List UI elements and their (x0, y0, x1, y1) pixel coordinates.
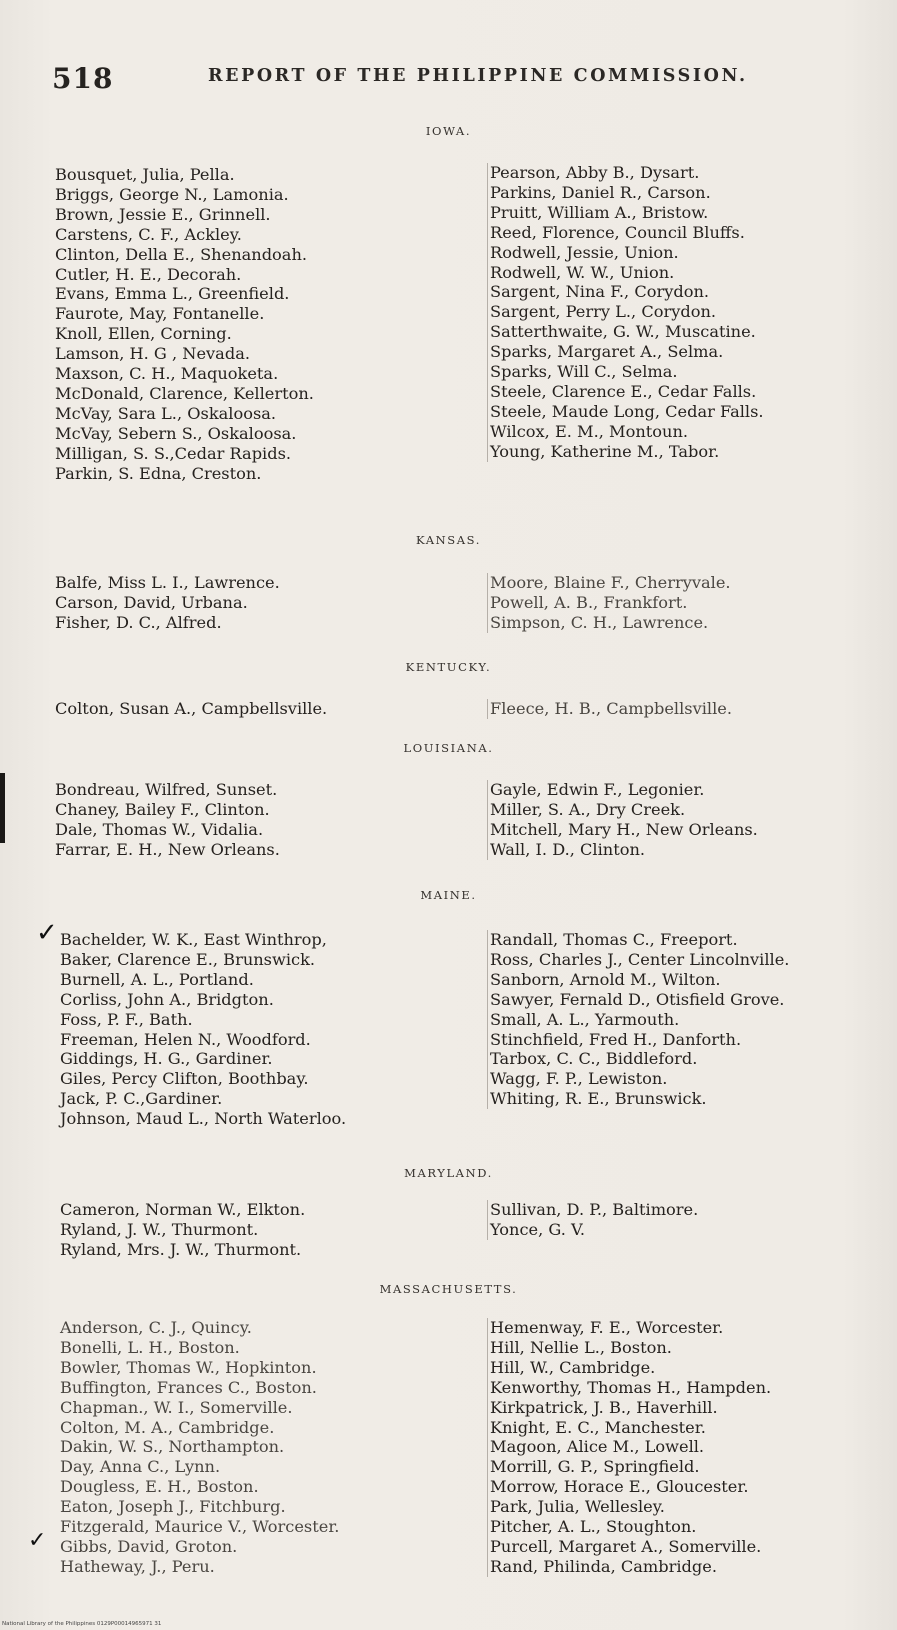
list-item: Dakin, W. S., Northampton. (60, 1437, 285, 1457)
list-item: Sparks, Will C., Selma. (490, 362, 678, 382)
list-item: Whiting, R. E., Brunswick. (490, 1089, 707, 1109)
list-item: Rodwell, Jessie, Union. (490, 242, 679, 262)
list-item: Powell, A. B., Frankfort. (490, 592, 688, 612)
list-right (487, 163, 764, 462)
list-item: Hill, Nellie L., Boston. (490, 1337, 672, 1357)
checkmark-icon: ✓ (36, 918, 58, 948)
list-item: Dale, Thomas W., Vidalia. (55, 819, 264, 839)
list-right (487, 573, 731, 633)
state-heading: MARYLAND. (404, 1166, 493, 1180)
list-item: Briggs, George N., Lamonia. (55, 184, 289, 204)
list-item: Mitchell, Mary H., New Orleans. (490, 819, 758, 839)
list-item: Miller, S. A., Dry Creek. (490, 799, 686, 819)
list-item: Dougless, E. H., Boston. (60, 1477, 259, 1497)
list-item: Simpson, C. H., Lawrence. (490, 612, 709, 632)
list-item: McVay, Sara L., Oskaloosa. (55, 403, 277, 423)
list-item: Faurote, May, Fontanelle. (55, 304, 265, 324)
list-item: Morrill, G. P., Springfield. (490, 1457, 700, 1477)
list-item: Hill, W., Cambridge. (490, 1357, 656, 1377)
list-item: Sanborn, Arnold M., Wilton. (490, 969, 721, 989)
list-item: Moore, Blaine F., Cherryvale. (490, 573, 731, 592)
list-item: Anderson, C. J., Quincy. (60, 1318, 252, 1337)
list-item: Small, A. L., Yarmouth. (490, 1009, 680, 1029)
list-item: Magoon, Alice M., Lowell. (490, 1437, 705, 1457)
list-item: Day, Anna C., Lynn. (60, 1457, 221, 1477)
list-left (55, 780, 280, 860)
list-item: Sargent, Perry L., Corydon. (490, 302, 717, 322)
state-heading: KANSAS. (416, 533, 481, 547)
list-item: Eaton, Joseph J., Fitchburg. (60, 1497, 286, 1517)
list-item: Ross, Charles J., Center Lincolnville. (490, 949, 790, 969)
list-item: Carstens, C. F., Ackley. (55, 224, 242, 244)
list-item: Park, Julia, Wellesley. (490, 1497, 665, 1517)
list-right (487, 699, 732, 719)
list-item: Wilcox, E. M., Montoun. (490, 421, 689, 441)
list-item: Balfe, Miss L. I., Lawrence. (55, 573, 280, 592)
list-right (487, 780, 758, 860)
list-item: Knight, E. C., Manchester. (490, 1417, 706, 1437)
list-item: Parkins, Daniel R., Carson. (490, 182, 711, 202)
page-header (52, 62, 772, 102)
page-number: 518 (52, 62, 114, 95)
list-item: Pitcher, A. L., Stoughton. (490, 1517, 697, 1537)
list-item: Hemenway, F. E., Worcester. (490, 1318, 724, 1337)
list-item: Bonelli, L. H., Boston. (60, 1337, 240, 1357)
list-item: Lamson, H. G , Nevada. (55, 344, 250, 364)
list-item: Knoll, Ellen, Corning. (55, 324, 232, 344)
list-item: Kirkpatrick, J. B., Haverhill. (490, 1397, 718, 1417)
list-item: Purcell, Margaret A., Somerville. (490, 1536, 762, 1556)
list-item: McDonald, Clarence, Kellerton. (55, 383, 314, 403)
state-heading: LOUISIANA. (403, 741, 494, 755)
list-item: Steele, Clarence E., Cedar Falls. (490, 381, 757, 401)
list-item: Jack, P. C.,Gardiner. (60, 1089, 223, 1109)
list-item: McVay, Sebern S., Oskaloosa. (55, 423, 297, 443)
list-item: Rand, Philinda, Cambridge. (490, 1556, 717, 1576)
list-item: Fisher, D. C., Alfred. (55, 612, 222, 632)
list-item: Maxson, C. H., Maquoketa. (55, 364, 279, 384)
list-item: Sargent, Nina F., Corydon. (490, 282, 710, 302)
list-item: Chaney, Bailey F., Clinton. (55, 799, 270, 819)
list-item: Evans, Emma L., Greenfield. (55, 284, 290, 304)
list-item: Johnson, Maud L., North Waterloo. (60, 1109, 347, 1129)
list-item: Gayle, Edwin F., Legonier. (490, 780, 705, 799)
list-item: Buffington, Frances C., Boston. (60, 1377, 317, 1397)
list-item: Pearson, Abby B., Dysart. (490, 163, 700, 182)
list-item: Pruitt, William A., Bristow. (490, 202, 709, 222)
list-item: Parkin, S. Edna, Creston. (55, 463, 262, 483)
list-left (55, 699, 327, 719)
list-item: Morrow, Horace E., Gloucester. (490, 1477, 749, 1497)
list-item: Yonce, G. V. (490, 1219, 586, 1239)
list-item: Satterthwaite, G. W., Muscatine. (490, 322, 756, 342)
list-item: Ryland, Mrs. J. W., Thurmont. (60, 1239, 302, 1259)
state-heading: MAINE. (420, 888, 477, 902)
list-right (487, 1318, 771, 1577)
list-item: Bousquet, Julia, Pella. (55, 165, 235, 184)
list-item: Cameron, Norman W., Elkton. (60, 1200, 306, 1219)
list-left (60, 1318, 339, 1577)
list-item: Corliss, John A., Bridgton. (60, 989, 274, 1009)
list-item: Bachelder, W. K., East Winthrop, (60, 930, 327, 949)
list-item: Giddings, H. G., Gardiner. (60, 1049, 273, 1069)
list-item: Reed, Florence, Council Bluffs. (490, 222, 745, 242)
list-item: Carson, David, Urbana. (55, 592, 248, 612)
list-item: Fitzgerald, Maurice V., Worcester. (60, 1517, 340, 1537)
list-left (55, 573, 280, 633)
list-left (60, 1200, 305, 1260)
list-item: Colton, Susan A., Campbellsville. (55, 699, 328, 718)
list-right (487, 1200, 698, 1240)
list-item: Wagg, F. P., Lewiston. (490, 1069, 668, 1089)
state-heading: KENTUCKY. (405, 660, 492, 674)
list-item: Sullivan, D. P., Baltimore. (490, 1200, 699, 1219)
list-right (487, 930, 789, 1109)
list-item: Baker, Clarence E., Brunswick. (60, 949, 316, 969)
list-item: Foss, P. F., Bath. (60, 1009, 193, 1029)
list-item: Steele, Maude Long, Cedar Falls. (490, 401, 764, 421)
list-left (55, 165, 314, 484)
list-item: Randall, Thomas C., Freeport. (490, 930, 738, 949)
list-item: Chapman., W. I., Somerville. (60, 1397, 293, 1417)
list-item: Brown, Jessie E., Grinnell. (55, 204, 271, 224)
list-item: Rodwell, W. W., Union. (490, 262, 675, 282)
list-item: Ryland, J. W., Thurmont. (60, 1219, 259, 1239)
list-item: Wall, I. D., Clinton. (490, 839, 646, 859)
list-item: Stinchfield, Fred H., Danforth. (490, 1029, 742, 1049)
list-item: Cutler, H. E., Decorah. (55, 264, 242, 284)
state-heading: MASSACHUSETTS. (379, 1282, 518, 1296)
scan-edge-mark (0, 773, 5, 843)
list-item: Burnell, A. L., Portland. (60, 969, 254, 989)
list-item: Clinton, Della E., Shenandoah. (55, 244, 308, 264)
list-item: Fleece, H. B., Campbellsville. (490, 699, 732, 718)
list-item: Gibbs, David, Groton. (60, 1536, 238, 1556)
list-item: Kenworthy, Thomas H., Hampden. (490, 1377, 772, 1397)
list-item: Bondreau, Wilfred, Sunset. (55, 780, 278, 799)
checkmark-icon: ✓ (28, 1528, 47, 1553)
list-item: Bowler, Thomas W., Hopkinton. (60, 1357, 317, 1377)
list-item: Giles, Percy Clifton, Boothbay. (60, 1069, 309, 1089)
list-item: Hatheway, J., Peru. (60, 1556, 215, 1576)
list-item: Milligan, S. S.,Cedar Rapids. (55, 443, 292, 463)
list-item: Freeman, Helen N., Woodford. (60, 1029, 311, 1049)
list-item: Tarbox, C. C., Biddleford. (490, 1049, 698, 1069)
scan-footer: National Library of the Philippines 0129P00014965971 31 (2, 1621, 162, 1627)
list-left (60, 930, 346, 1129)
list-item: Colton, M. A., Cambridge. (60, 1417, 275, 1437)
list-item: Young, Katherine M., Tabor. (490, 441, 720, 461)
state-heading: IOWA. (425, 124, 472, 138)
list-item: Sparks, Margaret A., Selma. (490, 342, 724, 362)
running-title: REPORT OF THE PHILIPPINE COMMISSION. (208, 66, 748, 86)
list-item: Sawyer, Fernald D., Otisfield Grove. (490, 989, 785, 1009)
list-item: Farrar, E. H., New Orleans. (55, 839, 280, 859)
